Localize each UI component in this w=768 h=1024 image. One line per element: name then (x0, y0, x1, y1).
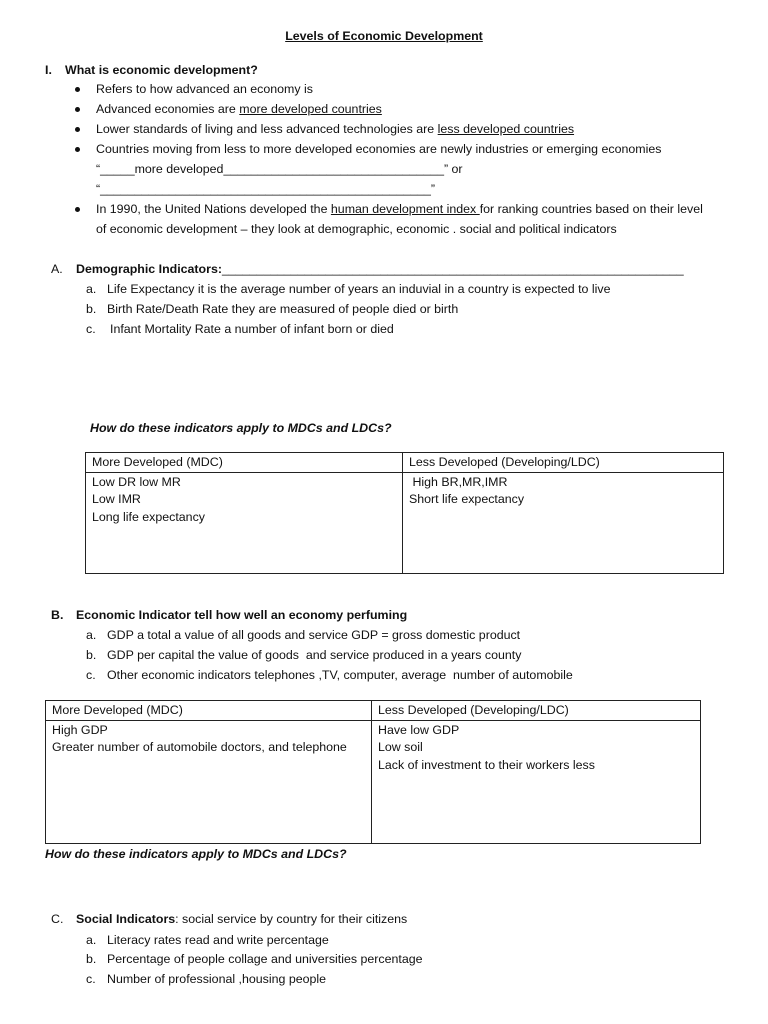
item-marker: c. (86, 322, 96, 336)
bullet-dot (75, 87, 80, 92)
bullet-3-text: Lower standards of living and less advanced technologies are (96, 122, 438, 136)
social-item-c: Number of professional ,housing people (107, 972, 327, 986)
item-marker: b. (86, 648, 97, 662)
bullet-5-line-1 (96, 202, 703, 217)
section-a-heading: Demographic Indicators: (76, 262, 222, 276)
item-marker: a. (86, 933, 97, 947)
demographic-table (85, 452, 724, 574)
cell-line: High GDP (52, 722, 108, 737)
bullet-5-line-2: of economic development – they look at demographic, economic . social and political indicators (96, 222, 617, 236)
bullet-5-text: In 1990, the United Nations developed the (96, 202, 331, 216)
item-marker: b. (86, 302, 97, 316)
section-1-heading: What is economic development? (65, 63, 258, 77)
demographic-item-c: Infant Mortality Rate a number of infant born or died (110, 322, 394, 336)
item-marker: a. (86, 628, 97, 642)
cell-line: Short life expectancy (409, 492, 525, 506)
demographic-item-a: Life Expectancy it is the average number of years an induvial in a country is expected to live (107, 282, 611, 296)
header-ldc: Less Developed (Developing/LDC) (403, 453, 724, 473)
item-marker: c. (86, 972, 96, 986)
cell-line: High BR,MR,IMR (409, 474, 508, 489)
bullet-5-text-after: for ranking countries based on their level (479, 202, 703, 216)
bullet-dot (75, 207, 80, 212)
cell-line: Have low GDP (378, 722, 460, 737)
cell-line: Low soil (378, 740, 423, 754)
economic-table (45, 700, 701, 844)
section-b-heading: Economic Indicator tell how well an economy perfuming (76, 608, 408, 622)
economic-item-b: GDP per capital the value of goods and service produced in a years county (107, 648, 522, 662)
bullet-4-line-2: “_____more developed________________________________” or (96, 162, 463, 176)
section-c-heading: Social Indicators (76, 912, 176, 926)
social-item-b: Percentage of people collage and universities percentage (107, 952, 423, 966)
item-marker: a. (86, 282, 97, 296)
bullet-2-underlined: more developed countries (239, 102, 382, 116)
cell-line: Low IMR (92, 492, 141, 506)
section-c-heading-rest: : social service by country for their citizens (175, 912, 408, 926)
section-a-blank: ___________________________________________________________________ (221, 262, 684, 276)
section-c-heading-line (76, 912, 407, 927)
bullet-2-text: Advanced economies are (96, 102, 240, 116)
ldc-cell (372, 720, 701, 844)
bullet-dot (75, 127, 80, 132)
section-c-letter: C. (51, 912, 64, 926)
bullet-2 (96, 102, 382, 117)
bullet-4-line-1: Countries moving from less to more developed economies are newly industries or emerging economies (96, 142, 662, 156)
bullet-dot (75, 147, 80, 152)
bullet-dot (75, 107, 80, 112)
ldc-cell (403, 472, 724, 574)
cell-line: Long life expectancy (92, 509, 205, 524)
cell-line: Greater number of automobile doctors, and telephone (52, 740, 347, 754)
item-marker: c. (86, 668, 96, 682)
section-a-letter: A. (51, 262, 63, 276)
bullet-3 (96, 122, 574, 137)
section-1-numeral: I. (45, 63, 52, 77)
section-b-letter: B. (51, 608, 64, 622)
section-a-heading-line (76, 262, 684, 277)
section-b-question: How do these indicators apply to MDCs and LDCs? (45, 847, 347, 861)
header-mdc: More Developed (MDC) (86, 453, 403, 473)
cell-line: Low DR low MR (92, 474, 181, 489)
mdc-cell (86, 472, 403, 574)
bullet-1: Refers to how advanced an economy is (96, 82, 313, 96)
mdc-cell (46, 720, 372, 844)
social-item-a: Literacy rates read and write percentage (107, 933, 329, 947)
bullet-3-underlined: less developed countries (437, 122, 575, 136)
document-title: Levels of Economic Development (285, 29, 483, 43)
bullet-5-underlined: human development index (330, 202, 480, 216)
cell-line: Lack of investment to their workers less (378, 757, 595, 772)
bullet-4-line-3: “________________________________________________” (96, 182, 436, 196)
section-a-question: How do these indicators apply to MDCs and LDCs? (90, 421, 392, 435)
header-ldc: Less Developed (Developing/LDC) (372, 701, 701, 721)
demographic-item-b: Birth Rate/Death Rate they are measured of people died or birth (107, 302, 459, 316)
item-marker: b. (86, 952, 97, 966)
economic-item-c: Other economic indicators telephones ,TV, computer, average number of automobile (107, 668, 573, 682)
economic-item-a: GDP a total a value of all goods and service GDP = gross domestic product (107, 628, 521, 642)
header-mdc: More Developed (MDC) (46, 701, 372, 721)
